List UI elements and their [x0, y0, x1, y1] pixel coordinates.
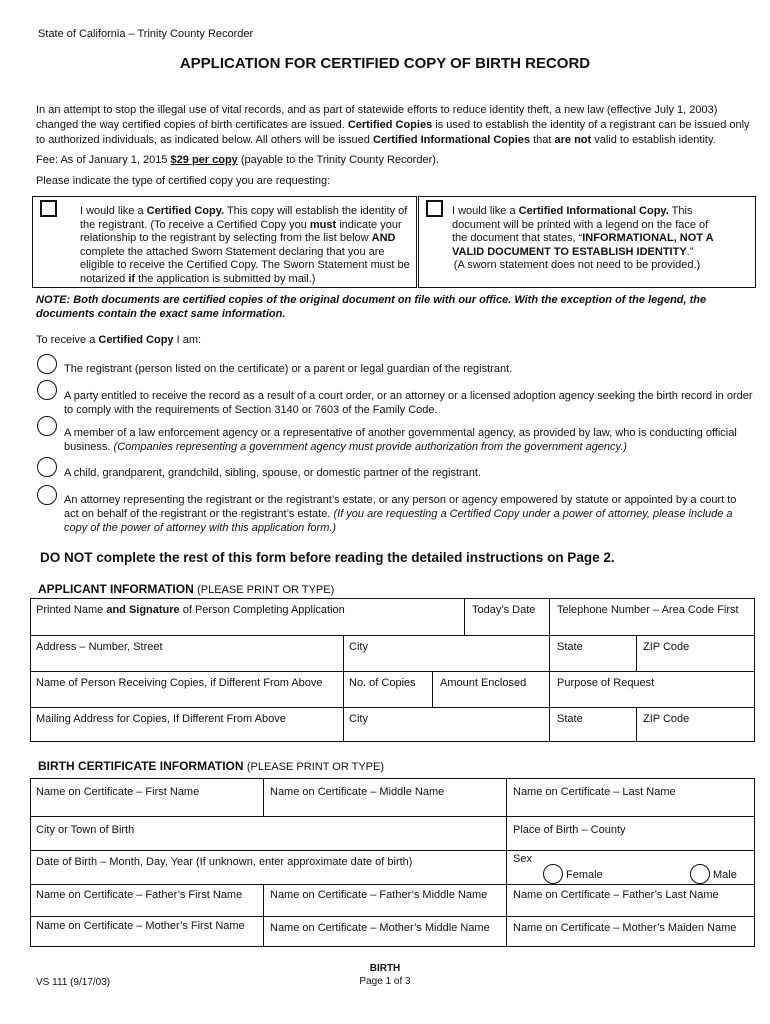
cc-text-a: I would like a [80, 205, 144, 217]
mailing-state-field[interactable]: State [557, 713, 583, 725]
sex-label: Sex [513, 853, 532, 865]
cc-if: if [128, 272, 136, 285]
option-3-text: A child, grandparent, grandchild, sibling, spouse, or domestic partner of the registrant. [64, 467, 482, 479]
birth-line-4 [30, 916, 755, 917]
applicant-vline-r3c [549, 671, 550, 707]
option-text-court-order [64, 389, 754, 417]
birth-vline-r45a [263, 884, 264, 946]
option-2-italic: (Companies representing a government agency must provide authorization from the government agency.) [113, 441, 627, 453]
printed-name-field[interactable] [36, 604, 345, 616]
option-text-attorney [64, 493, 754, 535]
state-field[interactable]: State [557, 641, 583, 653]
mother-maiden-name-field[interactable]: Name on Certificate – Mother’s Maiden Name [513, 922, 737, 934]
receiver-name-field[interactable]: Name of Person Receiving Copies, if Different From Above [36, 677, 323, 689]
fee-amount: $29 per copy [170, 154, 238, 166]
birth-grid [30, 778, 755, 946]
applicant-vline-r1a [464, 598, 465, 635]
ic-text-d: (A sworn statement does not need to be provided.) [453, 259, 701, 271]
todays-date-field[interactable]: Today’s Date [472, 604, 536, 616]
certified-copy-description [80, 205, 410, 286]
intro-text-2: is used to establish the identity of a registrant can be issued only to authorized individuals, as indicated below. All others will be issued [36, 119, 750, 146]
applicant-section-heading [38, 582, 334, 596]
mother-middle-name-field[interactable]: Name on Certificate – Mother’s Middle Name [270, 922, 490, 934]
footer-section: BIRTH [369, 963, 401, 974]
birth-vline-right [754, 778, 755, 946]
receive-text-b: I am: [176, 334, 202, 346]
zip-field[interactable]: ZIP Code [643, 641, 690, 653]
intro-bold-are-not: are not [554, 134, 592, 146]
applicant-line-2 [30, 671, 755, 672]
birth-section-heading [38, 759, 384, 773]
birth-heading-bold: BIRTH CERTIFICATE INFORMATION [38, 759, 244, 773]
applicant-vline-r4a [343, 707, 344, 741]
applicant-vline-r3a [343, 671, 344, 707]
birth-line-1 [30, 816, 755, 817]
middle-name-field[interactable]: Name on Certificate – Middle Name [270, 786, 445, 798]
fee-suffix: (payable to the Trinity County Recorder). [240, 154, 439, 166]
informational-copy-description [452, 205, 722, 273]
do-not-complete-warning: DO NOT complete the rest of this form before reading the detailed instructions on Page 2. [40, 550, 615, 565]
birth-line-top [30, 778, 755, 779]
option-0-text: The registrant (person listed on the certificate) or a parent or legal guardian of the registrant. [64, 363, 513, 375]
birth-vline-r45b [506, 884, 507, 946]
city-field[interactable]: City [349, 641, 368, 653]
option-4-text: An attorney representing the registrant or the registrant’s estate, or any person or agency empowered by statute or appointed by a court to act on behalf of the registrant or the registrant’s estate. [64, 494, 737, 520]
receive-bold: Certified Copy [98, 334, 174, 346]
intro-paragraph [36, 103, 752, 148]
page-number: Page 1 of 3 [359, 976, 411, 987]
female-label: Female [566, 869, 603, 881]
birth-line-bottom [30, 946, 755, 947]
place-of-birth-county-field[interactable]: Place of Birth – County [513, 824, 626, 836]
applicant-vline-r1b [549, 598, 550, 635]
address-field[interactable]: Address – Number, Street [36, 641, 163, 653]
applicant-vline-left [30, 598, 31, 741]
applicant-vline-right [754, 598, 755, 741]
indicate-line: Please indicate the type of certified copy you are requesting: [36, 175, 331, 187]
ic-text-a: I would like a [452, 205, 516, 217]
purpose-field[interactable]: Purpose of Request [557, 677, 655, 689]
cc-text-c: indicate your relationship to the registrant by selecting from the list below [80, 218, 402, 244]
father-middle-name-field[interactable]: Name on Certificate – Father’s Middle Name [270, 889, 488, 901]
intro-bold-informational: Certified Informational Copies [372, 134, 531, 146]
father-last-name-field[interactable]: Name on Certificate – Father’s Last Name [513, 889, 719, 901]
option-2-text: A member of a law enforcement agency or a representative of another governmental agency, as provided by law, who is conducting official business. [64, 427, 737, 453]
birth-vline-r3 [506, 850, 507, 884]
no-of-copies-field[interactable]: No. of Copies [349, 677, 416, 689]
amount-enclosed-field[interactable]: Amount Enclosed [440, 677, 527, 689]
cc-text-d: complete the attached Sworn Statement declaring that you are eligible to receive the Certified Copy. The Sworn Statement must be notarized [80, 245, 410, 285]
city-of-birth-field[interactable]: City or Town of Birth [36, 824, 135, 836]
cc-text-b: This copy will establish the identity of the registrant. (To receive a Certified Copy you [80, 205, 408, 231]
ic-text-b: This document will be printed with a legend on the face of the document that states, “ [452, 205, 709, 244]
receive-line [36, 333, 752, 348]
intro-text-4: valid to establish identity. [594, 134, 716, 146]
and-signature-label: and Signature [106, 604, 180, 616]
mailing-city-field[interactable]: City [349, 713, 368, 725]
option-text-law-enforcement [64, 426, 754, 454]
receive-text-a: To receive a [36, 334, 96, 346]
applicant-line-1 [30, 635, 755, 636]
last-name-field[interactable]: Name on Certificate – Last Name [513, 786, 676, 798]
intro-bold-certified-copies: Certified Copies [347, 119, 433, 131]
option-4-italic: (If you are requesting a Certified Copy under a power of attorney, please include a copy of the power of attorney with this application form.) [64, 508, 733, 534]
cc-text-e: the application is submitted by mail.) [138, 272, 316, 285]
printed-name-rest-label: of Person Completing Application [182, 604, 345, 616]
form-id: VS 111 (9/17/03) [36, 977, 111, 988]
female-radio[interactable] [543, 864, 563, 884]
applicant-vline-r2c [636, 635, 637, 671]
applicant-vline-r4b [549, 707, 550, 741]
applicant-vline-r4c [636, 707, 637, 741]
father-first-name-field[interactable]: Name on Certificate – Father’s First Name [36, 889, 243, 901]
mailing-zip-field[interactable]: ZIP Code [643, 713, 690, 725]
printed-name-label: Printed Name [36, 604, 104, 616]
applicant-line-bottom [30, 741, 755, 742]
birth-heading-sub: (PLEASE PRINT OR TYPE) [246, 761, 385, 773]
informational-copy-checkbox[interactable] [426, 200, 443, 217]
birth-vline-left [30, 778, 31, 946]
birth-vline-r1b [506, 778, 507, 816]
ic-text-c: .” [686, 245, 694, 258]
fee-line [36, 153, 752, 168]
note-paragraph: NOTE: Both documents are certified copies of the original document on file with our office. With the exception of the legend, the documents contain the exact same information. [36, 294, 707, 320]
male-radio[interactable] [690, 864, 710, 884]
male-label: Male [713, 869, 737, 881]
fee-prefix: Fee: As of January 1, 2015 [36, 154, 168, 166]
cc-must: must [309, 218, 337, 231]
applicant-line-top [30, 598, 755, 599]
page-title: APPLICATION FOR CERTIFIED COPY OF BIRTH RECORD [179, 55, 591, 72]
ic-bold: Certified Informational Copy. [518, 205, 669, 217]
applicant-grid [30, 598, 755, 741]
birth-vline-r2 [506, 816, 507, 850]
intro-text-3: that [533, 134, 552, 146]
option-radio-attorney[interactable] [37, 485, 57, 505]
ic-legend: INFORMATIONAL, NOT A VALID DOCUMENT TO ESTABLISH IDENTITY [452, 232, 714, 258]
option-radio-family-member[interactable] [37, 457, 57, 477]
option-radio-registrant[interactable] [37, 354, 57, 374]
applicant-vline-r2a [343, 635, 344, 671]
birth-vline-r1a [263, 778, 264, 816]
mother-first-name-field[interactable]: Name on Certificate – Mother’s First Name [36, 920, 245, 932]
option-text-registrant [64, 362, 754, 376]
birth-line-2 [30, 850, 755, 851]
option-radio-court-order[interactable] [37, 380, 57, 400]
applicant-heading-sub: (PLEASE PRINT OR TYPE) [197, 584, 335, 596]
option-radio-law-enforcement[interactable] [37, 416, 57, 436]
applicant-heading-bold: APPLICANT INFORMATION [38, 582, 194, 596]
birth-line-3 [30, 884, 755, 885]
cc-and: AND [371, 232, 396, 244]
applicant-vline-r3b [432, 671, 433, 707]
mailing-address-field[interactable]: Mailing Address for Copies, If Different From Above [36, 713, 286, 725]
intro-text-1: In an attempt to stop the illegal use of vital records, and as part of statewide efforts to reduce identity theft, a new law (effective July 1, 2003) changed the way certified copies of birth certificates are issued. [36, 104, 718, 131]
option-text-family-member [64, 466, 754, 480]
telephone-field[interactable]: Telephone Number – Area Code First [557, 604, 739, 616]
date-of-birth-field[interactable]: Date of Birth – Month, Day, Year (If unknown, enter approximate date of birth) [36, 856, 413, 868]
agency-header: State of California – Trinity County Recorder [38, 28, 254, 40]
cc-bold: Certified Copy. [146, 205, 225, 217]
certified-copy-checkbox[interactable] [40, 200, 57, 217]
option-1-text: A party entitled to receive the record as a result of a court order, or an attorney or a licensed adoption agency seeking the birth record in order to comply with the requirements of Section 3140 or 7603 of the Family Code. [64, 390, 753, 416]
first-name-field[interactable]: Name on Certificate – First Name [36, 786, 200, 798]
applicant-line-3 [30, 707, 755, 708]
applicant-vline-r2b [549, 635, 550, 671]
